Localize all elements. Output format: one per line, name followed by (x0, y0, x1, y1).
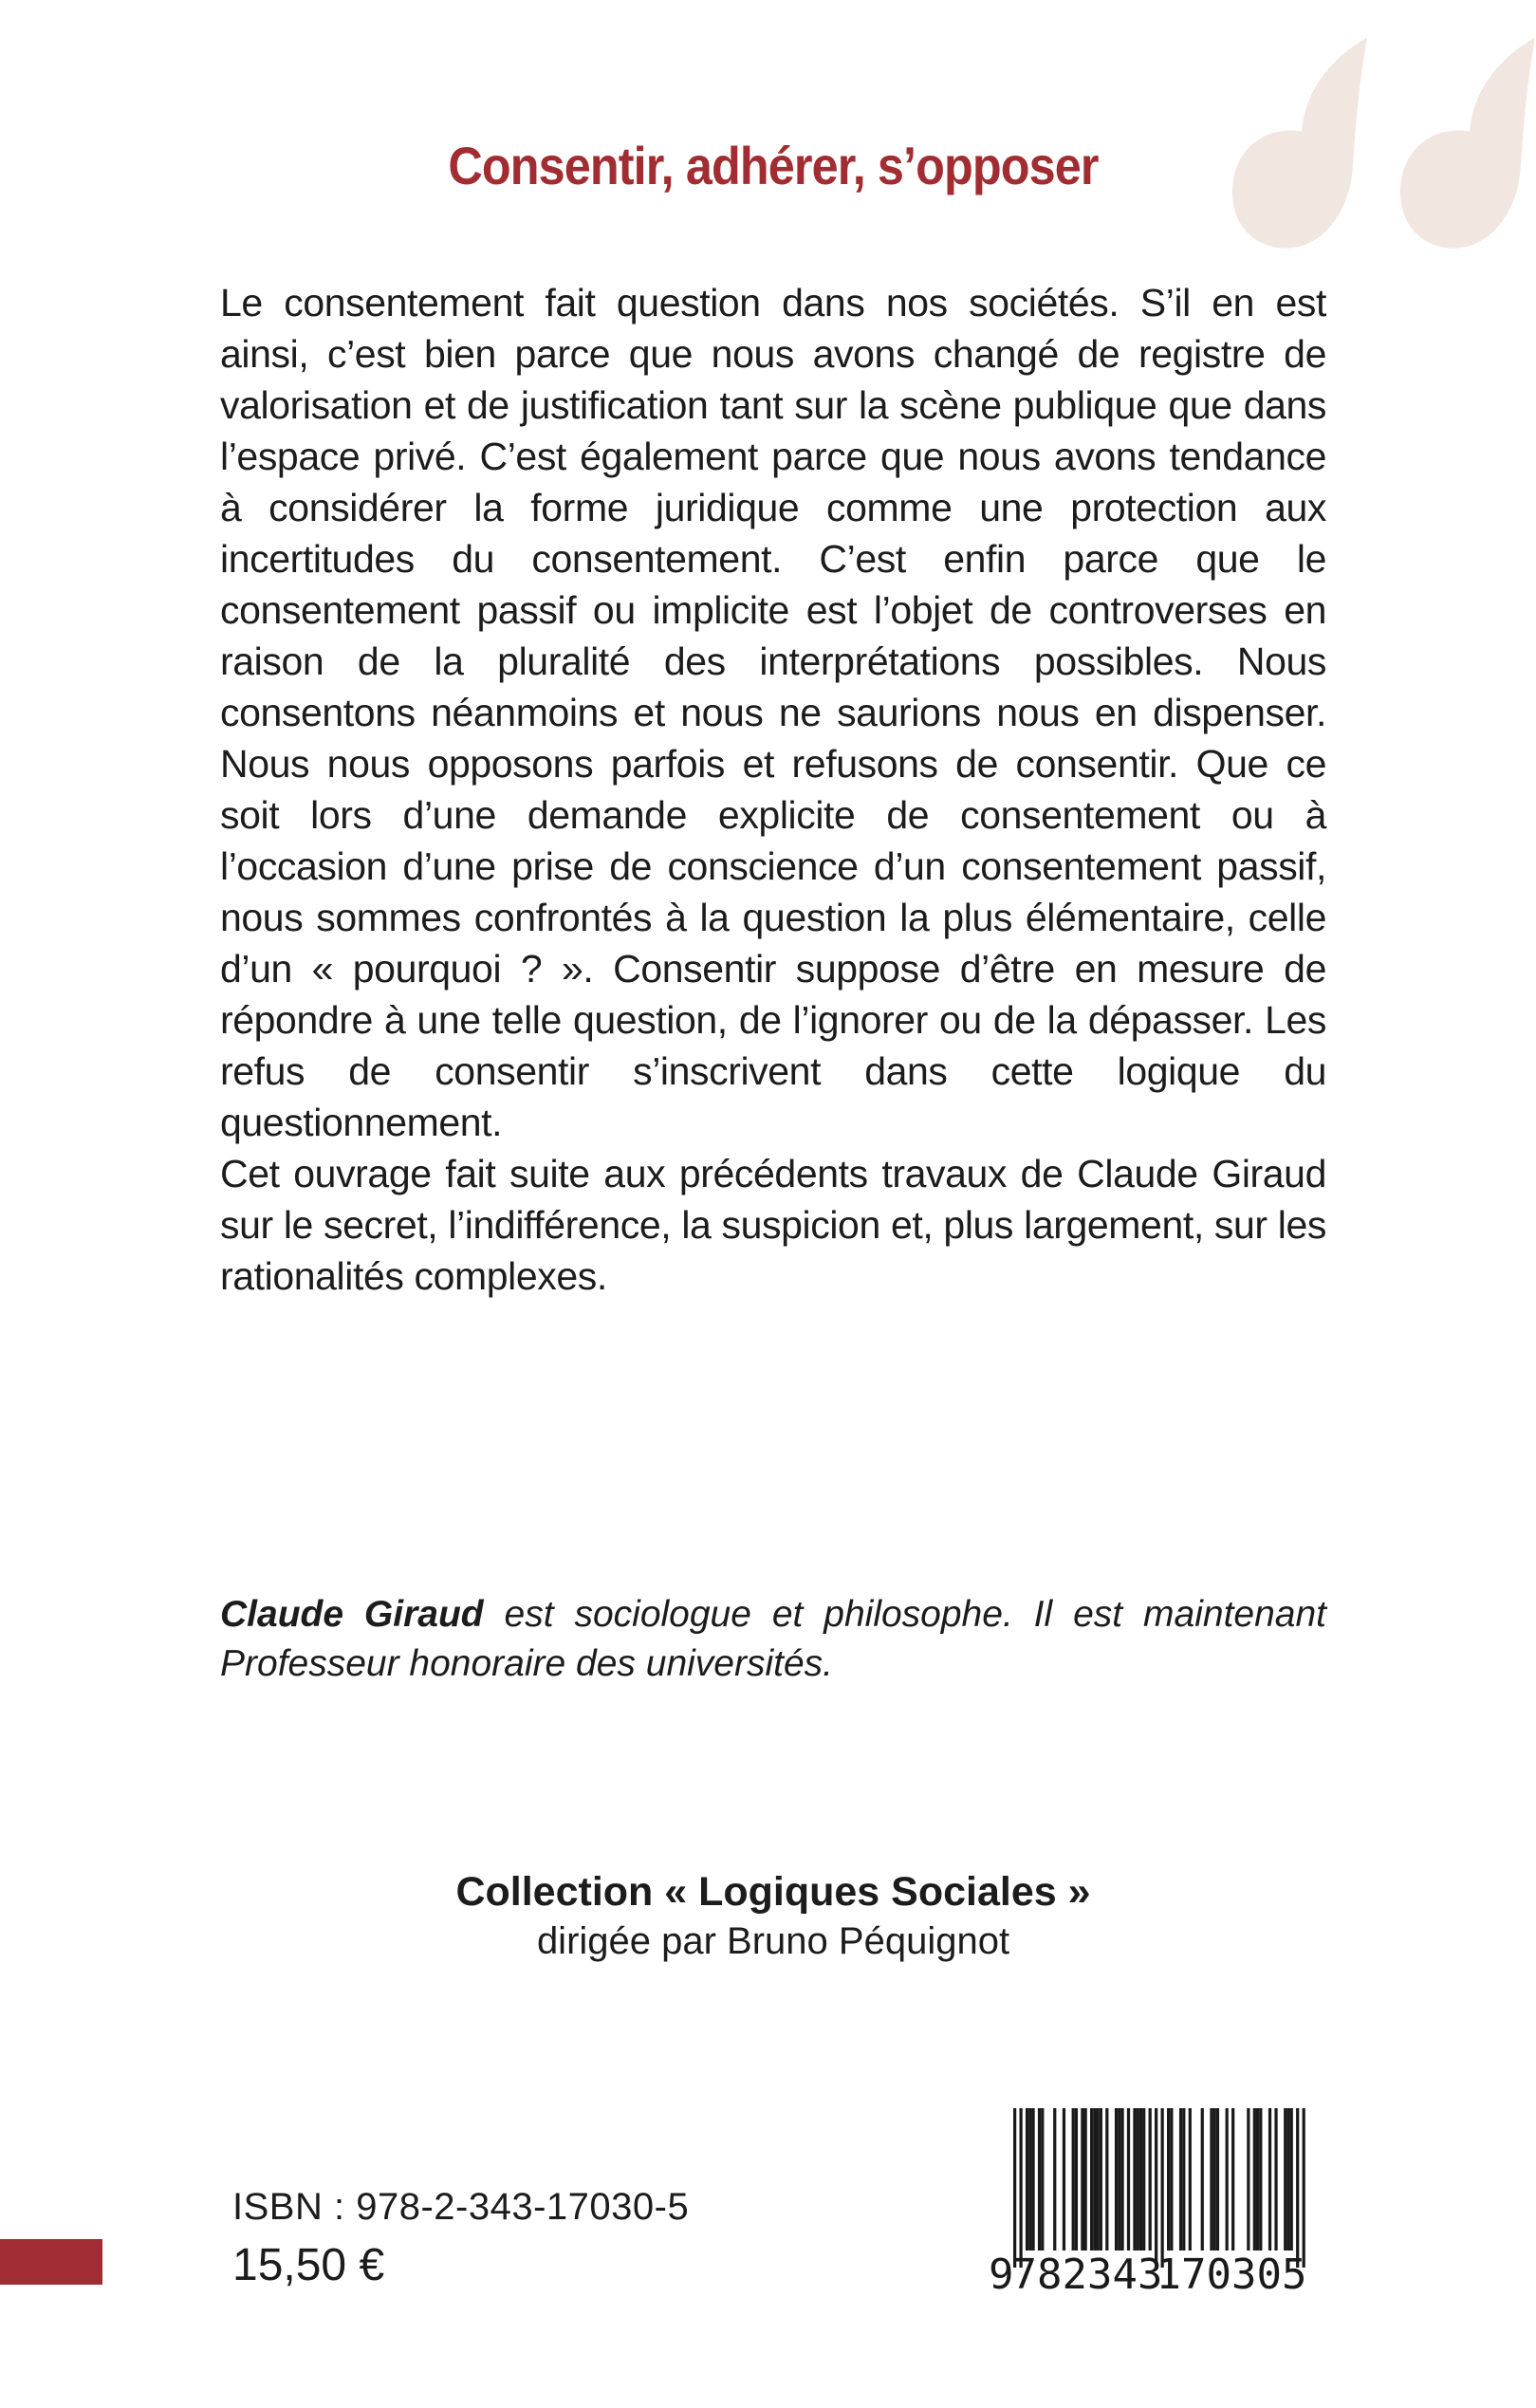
page-title: Consentir, adhérer, s’opposer (448, 136, 1099, 195)
synopsis-paragraph-2: Cet ouvrage fait suite aux précédents travaux de Claude Giraud sur le secret, l’indifférence, la suspicion et, plus largement, sur les rationalités complexes. (220, 1152, 1326, 1298)
price: 15,50 € (232, 2240, 385, 2290)
accent-bar (0, 2239, 102, 2285)
collection-name: Collection « Logiques Sociales » (455, 1869, 1091, 1915)
isbn-label: ISBN : (232, 2186, 345, 2228)
synopsis-paragraph-1: Le consentement fait question dans nos sociétés. S’il en est ainsi, c’est bien parce que nous avons changé de registre de valorisation et de justification tant sur la scène publique que dans l’espace privé. C’est également parce que nous avons tendance à considérer la forme juridique comme une protection aux incertitudes du consentement. C’est enfin parce que le consentement passif ou implicite est l’objet de controverses en raison de la pluralité des interprétations possibles. Nous consentons néanmoins et nous ne saurions nous en dispenser. Nous nous opposons parfois et refusons de consentir. Que ce soit lors d’une demande explicite de consentement ou à l’occasion d’une prise de conscience d’un consentement passif, nous sommes confrontés à la question la plus élémentaire, celle d’un « pourquoi ? ». Consentir suppose d’être en mesure de répondre à une telle question, de l’ignorer ou de la dépasser. Les refus de consentir s’inscrivent dans cette logique du questionnement. (220, 281, 1326, 1144)
synopsis (220, 277, 1326, 1302)
isbn-line (232, 2186, 689, 2229)
barcode-digit-group1: 782343 (1011, 2251, 1163, 2294)
isbn-value: 978-2-343-17030-5 (356, 2186, 690, 2228)
quote-decoration-icon (1231, 34, 1536, 254)
author-note-text: est sociologue et philosophe. Il est maintenant Professeur honoraire des universités. (220, 1594, 1326, 1684)
barcode (987, 2108, 1313, 2294)
barcode-digit-left: 9 (989, 2251, 1014, 2294)
collection-director: dirigée par Bruno Péquignot (536, 1920, 1010, 1962)
barcode-bars (1013, 2108, 1305, 2268)
author-name: Claude Giraud (220, 1594, 484, 1635)
author-note (220, 1590, 1326, 1689)
collection-block (220, 1867, 1326, 1966)
barcode-digit-group2: 170305 (1156, 2251, 1307, 2294)
